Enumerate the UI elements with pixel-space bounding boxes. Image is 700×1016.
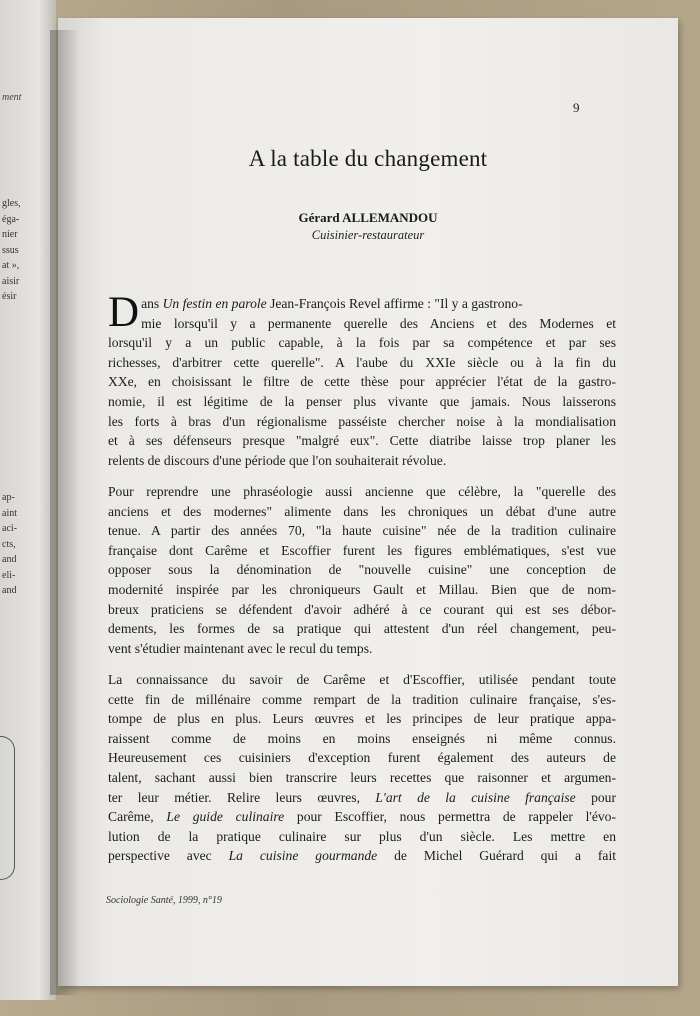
left-header-fragment: ment (2, 92, 22, 103)
page-number: 9 (573, 100, 580, 115)
paragraph-line: ter leur métier. Relire leurs œuvres, L'art de la cuisine française pour (108, 789, 616, 805)
paragraph-line: modernité inspirée par les chroniqueurs Gault et Millau. Bien que de nom- (108, 581, 616, 597)
paragraph-2 (108, 482, 616, 658)
paragraph-line: relents de discours d'une période que l'on souhaiterait révolue. (108, 452, 447, 468)
paragraph-line: française dont Carême et Escoffier furent les figures emblématiques, s'est vue (108, 542, 616, 558)
paragraph-line: anciens et des modernes" alimente dans les chroniques un débat d'une autre (108, 503, 616, 519)
left-text-fragment-2: ap- aint aci- cts, and eli- and (2, 492, 17, 596)
article-title: A la table du changement (248, 146, 488, 171)
paragraph-line: Carême, Le guide culinaire pour Escoffier, nous permettra de rappeler l'évo- (108, 809, 616, 825)
paragraph-line: La connaissance du savoir de Carême et d'Escoffier, utilisée pendant toute (108, 672, 616, 687)
book-spine-shadow (50, 30, 80, 995)
paragraph-line: talent, sachant aussi bien transcrire leurs recettes que raisonner et argumen- (108, 769, 616, 785)
paragraph-line: ans Un festin en parole Jean-François Revel affirme : "Il y a gastrono- (141, 296, 523, 311)
paragraph-line: raissent comme de moins en moins enseignés ni même connus. (108, 730, 616, 746)
paragraph-line: et à ses défenseurs presque "malgré eux". Cette diatribe laisse trop planer les (108, 433, 616, 449)
paragraph-line: lution de la pratique culinaire sur plus d'un siècle. Les mettre en (108, 828, 616, 844)
paragraph-line: XXe, en choisissant le filtre de cette thèse pour apprécier l'état de la gastro- (108, 374, 616, 390)
paragraph-3 (108, 670, 616, 866)
paragraph-line: nomie, il est légitime de la penser plus vivante que jamais. Nous laisserons (108, 393, 616, 409)
paragraph-line: dements, les formes de sa pratique qui attestent d'un réel changement, peu- (108, 621, 616, 637)
paragraph-line: perspective avec La cuisine gourmande de Michel Guérard qui a fait (108, 848, 616, 864)
paragraph-line: breux praticiens se défendent d'avoir adhéré à ce courant qui est ses débor- (108, 601, 616, 617)
paragraph-line: opposer sous la dénomination de "nouvelle cuisine" une conception de (108, 562, 616, 578)
paragraph-line: mie lorsqu'il y a permanente querelle des Anciens et des Modernes et (141, 315, 616, 331)
left-page-box-outline (0, 736, 15, 880)
paragraph-1 (108, 289, 616, 470)
paragraph-line: tenue. A partir des années 70, "la haute cuisine" née de la tradition culinaire (108, 523, 616, 539)
paragraph-line: tompe de plus en plus. Leurs œuvres et les principes de leur pratique appa- (108, 711, 616, 727)
drop-cap: D (108, 289, 140, 336)
paragraph-line: cette fin de millénaire comme rempart de la tradition culinaire française, s'es- (108, 691, 616, 707)
journal-footer: Sociologie Santé, 1999, n°19 (106, 895, 222, 906)
paragraph-line: richesses, d'arbitrer cette querelle". A l'aube du XXIe siècle ou à la fin du (108, 354, 616, 370)
author-name: Gérard ALLEMANDOU (298, 210, 438, 225)
paragraph-line: les forts à bras d'un régionalisme passéiste chercher noise à la mondialisation (108, 413, 616, 429)
paragraph-line: vent s'étudier maintenant avec le recul du temps. (108, 640, 373, 656)
left-text-fragment-1: gles, éga- nier ssus at », aisir ésir (2, 198, 21, 302)
paragraph-line: Pour reprendre une phraséologie aussi ancienne que célèbre, la "querelle des (108, 484, 616, 499)
left-facing-page (0, 0, 56, 1000)
paragraph-line: Heureusement ces cuisiniers d'exception furent également des auteurs de (108, 750, 616, 766)
author-role: Cuisinier-restaurateur (311, 228, 425, 242)
paragraph-line: lorsqu'il y a un public capable, à la fois par sa compétence et par ses (108, 335, 616, 351)
